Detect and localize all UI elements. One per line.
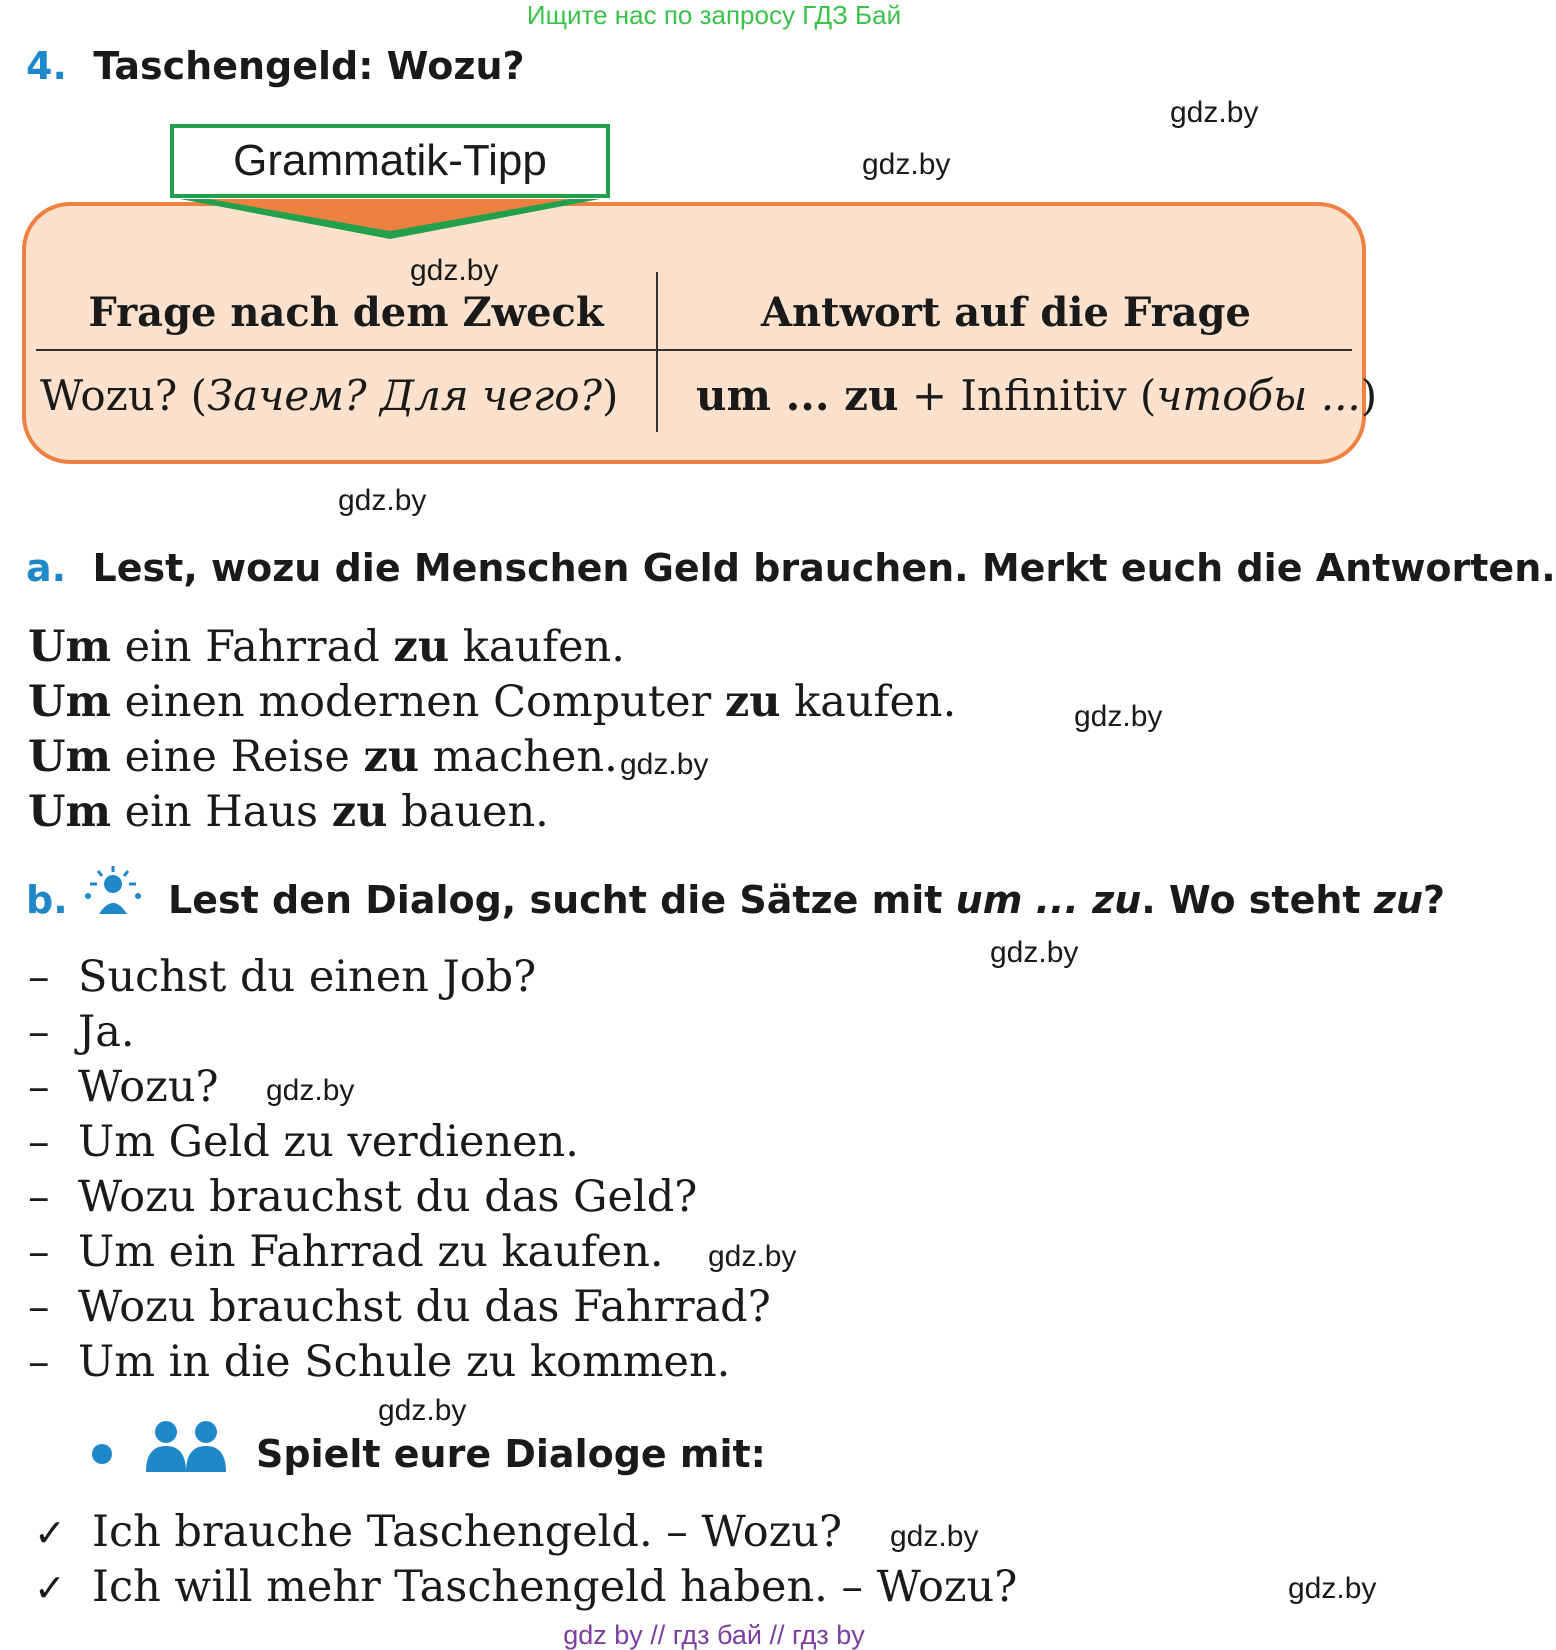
part-b-letter: b. [26,878,68,922]
watermark: gdz.by [266,1074,355,1107]
dialog-line: – Wozu brauchst du das Fahrrad? [28,1282,771,1332]
task-heading [26,44,525,88]
grammatik-tipp-label: Grammatik-Tipp [170,124,610,198]
dialog-line: – Um Geld zu verdienen. [28,1117,579,1167]
pair-work-instruction: Spielt eure Dialoge mit: [256,1432,766,1476]
watermark: gdz.by [338,484,427,517]
dialog-line: – Wozu brauchst du das Geld? [28,1172,698,1222]
table-header-answer: Antwort auf die Frage [761,289,1251,336]
table-header-question: Frage nach dem Zweck [88,289,604,336]
task-number: 4. [26,44,67,88]
listening-icon [84,864,142,916]
part-a-instruction: Lest, wozu die Menschen Geld brauchen. Merkt euch die Antworten. [92,546,1556,590]
check-item: ✓ Ich brauche Taschengeld. – Wozu? [34,1507,843,1557]
watermark: gdz.by [1170,96,1259,129]
task-title: Taschengeld: Wozu? [93,44,525,88]
sentence: Um ein Fahrrad zu kaufen. [28,622,625,672]
watermark: gdz.by [1074,700,1163,733]
sentence: Um ein Haus zu bauen. [28,787,549,837]
tipp-pointer-icon [170,197,610,243]
check-item: ✓ Ich will mehr Taschengeld haben. – Wozu? [34,1562,1018,1612]
table-cell-question: Wozu? (Зачем? Для чего?) [40,371,619,420]
table-divider [36,349,1352,351]
part-b-instruction: Lest den Dialog, sucht die Sätze mit um ... zu. Wo steht zu? [168,878,1446,922]
table-divider [656,272,658,432]
watermark: gdz.by [862,148,951,181]
top-banner: Ищите нас по запросу ГДЗ Бай [526,0,902,30]
check-icon: ✓ [34,1566,66,1610]
sentence: Um einen modernen Computer zu kaufen. [28,677,957,727]
watermark: gdz.by [990,936,1079,969]
dialog-line: – Um in die Schule zu kommen. [28,1337,731,1387]
bottom-banner: gdz by // гдз бай // гдз by [563,1620,865,1650]
pair-work-icon [144,1418,228,1474]
watermark: gdz.by [890,1520,979,1553]
watermark: gdz.by [378,1394,467,1427]
sentence: Um eine Reise zu machen. [28,732,618,782]
watermark: gdz.by [708,1240,797,1273]
watermark: gdz.by [1288,1572,1377,1605]
part-a-heading [26,546,1556,590]
part-a-letter: a. [26,546,67,590]
dialog-line: – Wozu? [28,1062,219,1112]
check-icon: ✓ [34,1511,66,1555]
table-cell-answer: um ... zu + Infinitiv (чтобы ...) [696,371,1378,420]
watermark: gdz.by [620,748,709,781]
watermark: gdz.by [410,254,499,287]
bullet-icon [92,1444,112,1464]
dialog-line: – Ja. [28,1007,135,1057]
dialog-line: – Um ein Fahrrad zu kaufen. [28,1227,664,1277]
dialog-line: – Suchst du einen Job? [28,952,537,1002]
